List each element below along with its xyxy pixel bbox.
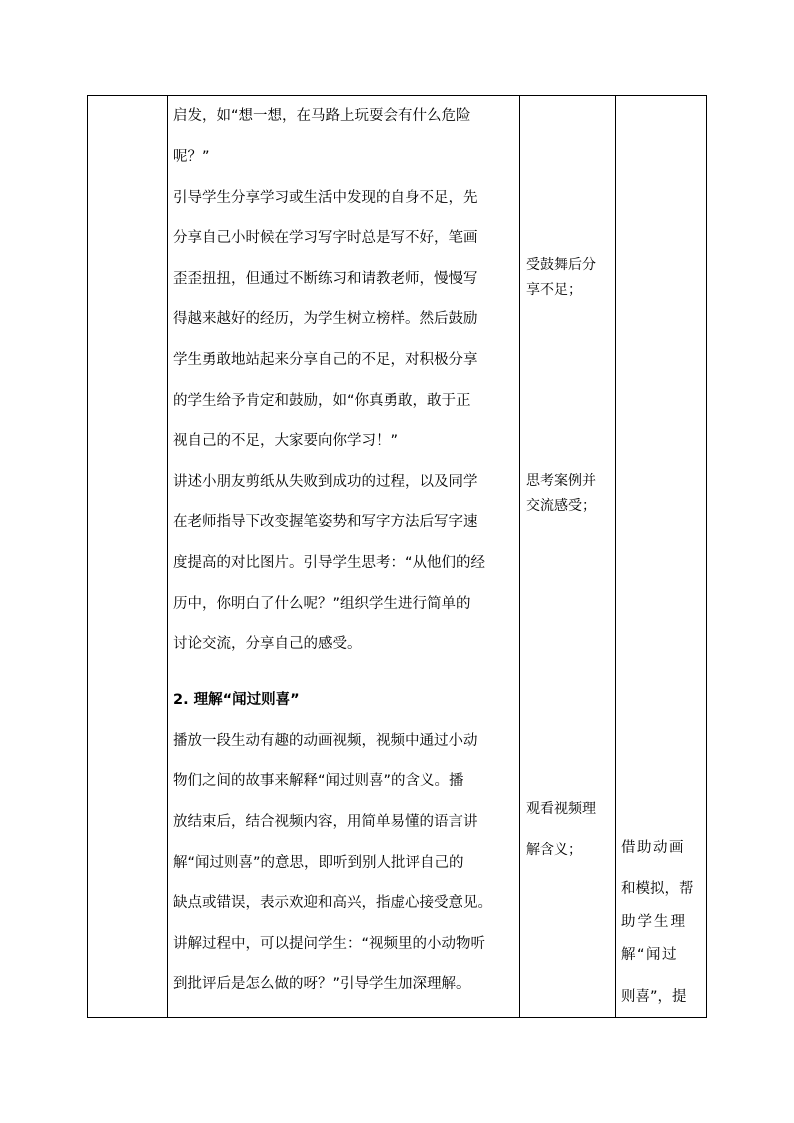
design-intent-cell	[621, 96, 703, 1017]
teacher-text-line: 解“闻过则喜”的意思，即听到别人批评自己的	[173, 855, 464, 871]
teacher-text-line: 历中，你明白了什么呢？”组织学生进行简单的	[173, 596, 471, 612]
teacher-text-line: 引导学生分享学习或生活中发现的自身不足，先	[173, 190, 478, 206]
student-text-line: 思考案例并	[526, 473, 596, 489]
teacher-text-line: 分享自己小时候在学习写字时总是写不好，笔画	[173, 230, 478, 246]
section-heading: 2. 理解“闻过则喜”	[173, 692, 300, 708]
teacher-text-line: 的学生给予肯定和鼓励，如“你真勇敢，敢于正	[173, 393, 471, 409]
intent-text-line: 助学生理	[621, 914, 687, 930]
lesson-table	[87, 95, 707, 1018]
student-text-line: 享不足；	[526, 282, 582, 298]
student-text-line: 解含义；	[526, 842, 582, 858]
teacher-text-line: 呢？”	[173, 149, 210, 165]
teacher-text-line: 学生勇敢地站起来分享自己的不足，对积极分享	[173, 352, 478, 368]
teacher-text-line: 物们之间的故事来解释“闻过则喜”的含义。播	[173, 773, 464, 789]
student-activity-cell	[526, 96, 614, 1017]
teacher-text-line: 得越来越好的经历，为学生树立榜样。然后鼓励	[173, 311, 478, 327]
intent-text-line: 借助动画	[621, 840, 685, 856]
teacher-text-line: 放结束后，结合视频内容，用简单易懂的语言讲	[173, 814, 478, 830]
teacher-text-line: 在老师指导下改变握笔姿势和写字方法后写字速	[173, 514, 478, 530]
student-text-line: 交流感受；	[526, 498, 596, 514]
student-text-line: 观看视频理	[526, 801, 596, 817]
student-text-line: 受鼓舞后分	[526, 257, 596, 273]
teacher-text-line: 歪歪扭扭，但通过不断练习和请教老师，慢慢写	[173, 271, 478, 287]
intent-text-line: 和模拟，帮	[621, 881, 694, 897]
column-divider	[167, 96, 168, 1017]
teacher-text-line: 视自己的不足，大家要向你学习！”	[173, 433, 399, 449]
column-divider	[519, 96, 520, 1017]
intent-text-line: 解“闻过	[621, 947, 679, 963]
teacher-text-line: 讨论交流，分享自己的感受。	[173, 636, 362, 652]
teacher-text-line: 播放一段生动有趣的动画视频，视频中通过小动	[173, 733, 478, 749]
stage-cell	[88, 96, 167, 1017]
intent-text-line: 则喜”，提	[621, 989, 687, 1005]
teacher-text-line: 到批评后是怎么做的呀？”引导学生加深理解。	[173, 976, 471, 992]
column-divider	[615, 96, 616, 1017]
teacher-activity-cell	[173, 96, 517, 1017]
teacher-text-line: 度提高的对比图片。引导学生思考：“从他们的经	[173, 555, 486, 571]
teacher-text-line: 讲解过程中，可以提问学生：“视频里的小动物听	[173, 936, 486, 952]
teacher-text-line: 讲述小朋友剪纸从失败到成功的过程，以及同学	[173, 474, 478, 490]
teacher-text-line: 启发，如“想一想，在马路上玩耍会有什么危险	[173, 108, 471, 124]
teacher-text-line: 缺点或错误，表示欢迎和高兴，指虚心接受意见。	[173, 895, 492, 911]
